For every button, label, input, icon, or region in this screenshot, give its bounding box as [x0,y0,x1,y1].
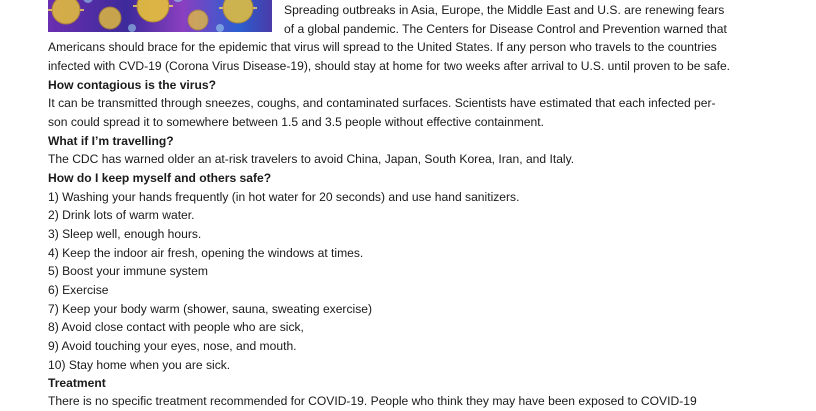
tip-item: 7) Keep your body warm (shower, sauna, sweating exercise) [48,302,372,316]
tip-item: 1) Washing your hands frequently (in hot water for 20 seconds) and use hand sanitizers. [48,190,520,204]
intro-line-4: infected with CVD-19 (Corona Virus Disease-19), should stay at home for two weeks after arrival to U.S. until proven to be safe. [48,59,731,73]
contagious-line-2: son could spread it to somewhere between 1.5 and 3.5 people without effective containment. [48,115,544,129]
tip-item: 4) Keep the indoor air fresh, opening the windows at times. [48,246,364,260]
tip-item: 9) Avoid touching your eyes, nose, and mouth. [48,339,297,353]
safe-heading: How do I keep myself and others safe? [48,171,272,185]
treatment-heading: Treatment [48,376,106,390]
tip-item: 3) Sleep well, enough hours. [48,227,202,241]
tip-item: 6) Exercise [48,283,109,297]
treatment-line-1: There is no specific treatment recommended for COVID-19. People who think they may have been exposed to COVID-19 [48,394,697,408]
intro-line-3: Americans should brace for the epidemic that virus will spread to the United States. If any person who travels to the countries [48,40,717,54]
contagious-line-1: It can be transmitted through sneezes, coughs, and contaminated surfaces. Scientists have estimated that each infected per- [48,96,716,110]
contagious-heading: How contagious is the virus? [48,78,216,92]
tip-item: 10) Stay home when you are sick. [48,358,231,372]
tip-item: 5) Boost your immune system [48,264,208,278]
intro-line-1: Spreading outbreaks in Asia, Europe, the Middle East and U.S. are renewing fears [284,3,725,17]
coronavirus-illustration [48,0,272,32]
travel-line-1: The CDC has warned older an at-risk travelers to avoid China, Japan, South Korea, Iran, and Italy. [48,152,575,166]
tip-item: 8) Avoid close contact with people who are sick, [48,320,304,334]
intro-line-2: of a global pandemic. The Centers for Disease Control and Prevention warned that [284,22,727,36]
travel-heading: What if I’m travelling? [48,134,174,148]
tip-item: 2) Drink lots of warm water. [48,208,195,222]
virus-icon [48,0,272,32]
